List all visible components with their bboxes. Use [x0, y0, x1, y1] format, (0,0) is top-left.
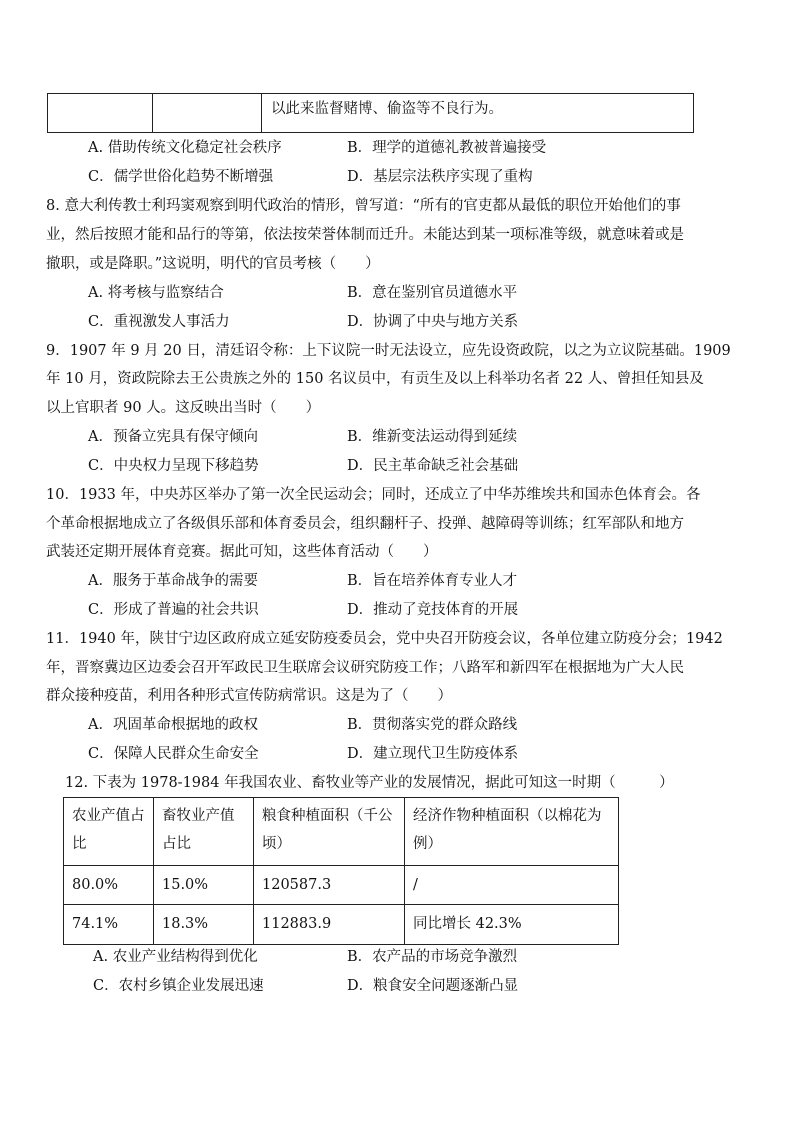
- header-livestock-share-line1: 畜牧业产值: [162, 808, 235, 824]
- q7-option-b[interactable]: B．理学的道德礼教被普遍接受: [347, 140, 547, 156]
- table-header-cell: [405, 798, 619, 866]
- table-header-cell: [254, 798, 405, 866]
- q9-option-c[interactable]: C．中央权力呈现下移趋势: [88, 458, 259, 474]
- q11-option-a[interactable]: A．巩固革命根据地的政权: [88, 717, 258, 733]
- table-cell: [405, 866, 619, 905]
- table-cell: [254, 905, 405, 945]
- q10-option-a[interactable]: A．服务于革命战争的需要: [88, 573, 258, 589]
- q8-stem-line-2: 业，然后按照才能和品行的等第，依法按荣誉体制而迁升。未能达到某一项标准等级，就意味着或是: [46, 227, 684, 243]
- table-cell: [64, 905, 154, 945]
- q11-stem-line-3: 群众接种疫苗，利用各种形式宣传防病常识。这是为了（ ）: [46, 688, 452, 704]
- q7-option-c[interactable]: C．儒学世俗化趋势不断增强: [88, 169, 274, 185]
- q11-option-b[interactable]: B．贯彻落实党的群众路线: [347, 717, 518, 733]
- q9-option-b[interactable]: B．维新变法运动得到延续: [347, 429, 518, 445]
- table-cell: [154, 905, 254, 945]
- q12-option-a[interactable]: A. 农业产业结构得到优化: [93, 949, 258, 965]
- cell-1984-agri: 74.1%: [72, 916, 119, 932]
- q12-option-c[interactable]: C．农村乡镇企业发展迅速: [93, 978, 264, 994]
- q10-option-d[interactable]: D．推动了竞技体育的开展: [347, 602, 519, 618]
- top-table-cell-text: 以此来监督赌博、偷盗等不良行为。: [271, 101, 503, 117]
- q8-stem-line-3: 撤职，或是降职。”这说明，明代的官员考核（ ）: [46, 256, 380, 272]
- q8-option-d[interactable]: D．协调了中央与地方关系: [347, 314, 519, 330]
- header-grain-area-line1: 粮食种植面积（千公: [262, 808, 393, 824]
- table-cell: [64, 866, 154, 905]
- q10-stem-line-3: 武装还定期开展体育竞赛。据此可知，这些体育活动（ ）: [46, 544, 438, 560]
- header-livestock-share-line2: 占比: [162, 836, 191, 852]
- header-grain-area-line2: 顷）: [262, 836, 291, 852]
- q10-option-b[interactable]: B．旨在培养体育专业人才: [347, 573, 518, 589]
- header-agri-share-line2: 比: [72, 836, 87, 852]
- top-table: [47, 93, 694, 133]
- q9-option-d[interactable]: D．民主革命缺乏社会基础: [347, 458, 519, 474]
- header-cash-crop-area-line2: 例）: [413, 836, 442, 852]
- table-row: [64, 866, 619, 905]
- q9-stem-line-3: 以上官职者 90 人。这反映出当时（ ）: [46, 400, 321, 416]
- header-agri-share-line1: 农业产值占: [72, 808, 145, 824]
- q10-stem-line-2: 个革命根据地成立了各级俱乐部和体育委员会，组织翻杆子、投弹、越障碍等训练；红军部队和地方: [46, 516, 684, 532]
- q10-stem-line-1: 10．1933 年，中央苏区举办了第一次全民运动会；同时，还成立了中华苏维埃共和国赤色体育会。各: [46, 487, 701, 503]
- q7-option-d[interactable]: D．基层宗法秩序实现了重构: [347, 169, 533, 185]
- table-cell: [405, 905, 619, 945]
- top-table-cell-3: [262, 94, 694, 133]
- q8-option-b[interactable]: B．意在鉴别官员道德水平: [347, 285, 518, 301]
- table-cell: [254, 866, 405, 905]
- q8-stem-line-1: 8. 意大利传教士利玛窦观察到明代政治的情形，曾写道：“所有的官吏都从最低的职位开始他们的事: [46, 198, 681, 214]
- q12-data-table: [63, 797, 619, 945]
- header-cash-crop-area-line1: 经济作物种植面积（以棉花为: [413, 808, 602, 824]
- q8-option-c[interactable]: C．重视激发人事活力: [88, 314, 230, 330]
- cell-1984-livestock: 18.3%: [162, 916, 209, 932]
- q9-stem-line-2: 年 10 月，资政院除去王公贵族之外的 150 名议员中，有贡生及以上科举功名者 22 人、曾担任知县及: [46, 371, 704, 387]
- q7-option-a[interactable]: A. 借助传统文化稳定社会秩序: [88, 140, 282, 156]
- cell-1978-cash-crop: /: [413, 877, 418, 893]
- top-table-cell-2: [153, 94, 262, 133]
- table-row: [64, 905, 619, 945]
- cell-1984-grain: 112883.9: [262, 916, 332, 932]
- q12-option-d[interactable]: D．粮食安全问题逐渐凸显: [347, 978, 519, 994]
- cell-1978-livestock: 15.0%: [162, 877, 209, 893]
- cell-1978-grain: 120587.3: [262, 877, 332, 893]
- q11-option-d[interactable]: D．建立现代卫生防疫体系: [347, 746, 519, 762]
- q8-option-a[interactable]: A. 将考核与监察结合: [88, 285, 224, 301]
- table-cell: [154, 866, 254, 905]
- q11-stem-line-2: 年，晋察冀边区边委会召开军政民卫生联席会议研究防疫工作；八路军和新四军在根据地为广大人民: [46, 660, 684, 676]
- table-header-row: [64, 798, 619, 866]
- cell-1978-agri: 80.0%: [72, 877, 119, 893]
- table-header-cell: [64, 798, 154, 866]
- q12-option-b[interactable]: B．农产品的市场竞争激烈: [347, 949, 518, 965]
- q9-stem-line-1: 9．1907 年 9 月 20 日，清廷诏令称：上下议院一时无法设立，应先设资政院，以之为立议院基础。1909: [46, 343, 731, 359]
- q9-option-a[interactable]: A．预备立宪具有保守倾向: [88, 429, 258, 445]
- table-header-cell: [154, 798, 254, 866]
- top-table-cell-1: [48, 94, 153, 133]
- q11-stem-line-1: 11．1940 年，陕甘宁边区政府成立延安防疫委员会，党中央召开防疫会议，各单位建立防疫分会；1942: [46, 631, 723, 647]
- cell-1984-cash-crop: 同比增长 42.3%: [413, 916, 522, 932]
- q10-option-c[interactable]: C．形成了普遍的社会共识: [88, 602, 259, 618]
- q12-stem: 12. 下表为 1978-1984 年我国农业、畜牧业等产业的发展情况，据此可知这一时期（ ）: [65, 775, 674, 791]
- q11-option-c[interactable]: C．保障人民群众生命安全: [88, 746, 259, 762]
